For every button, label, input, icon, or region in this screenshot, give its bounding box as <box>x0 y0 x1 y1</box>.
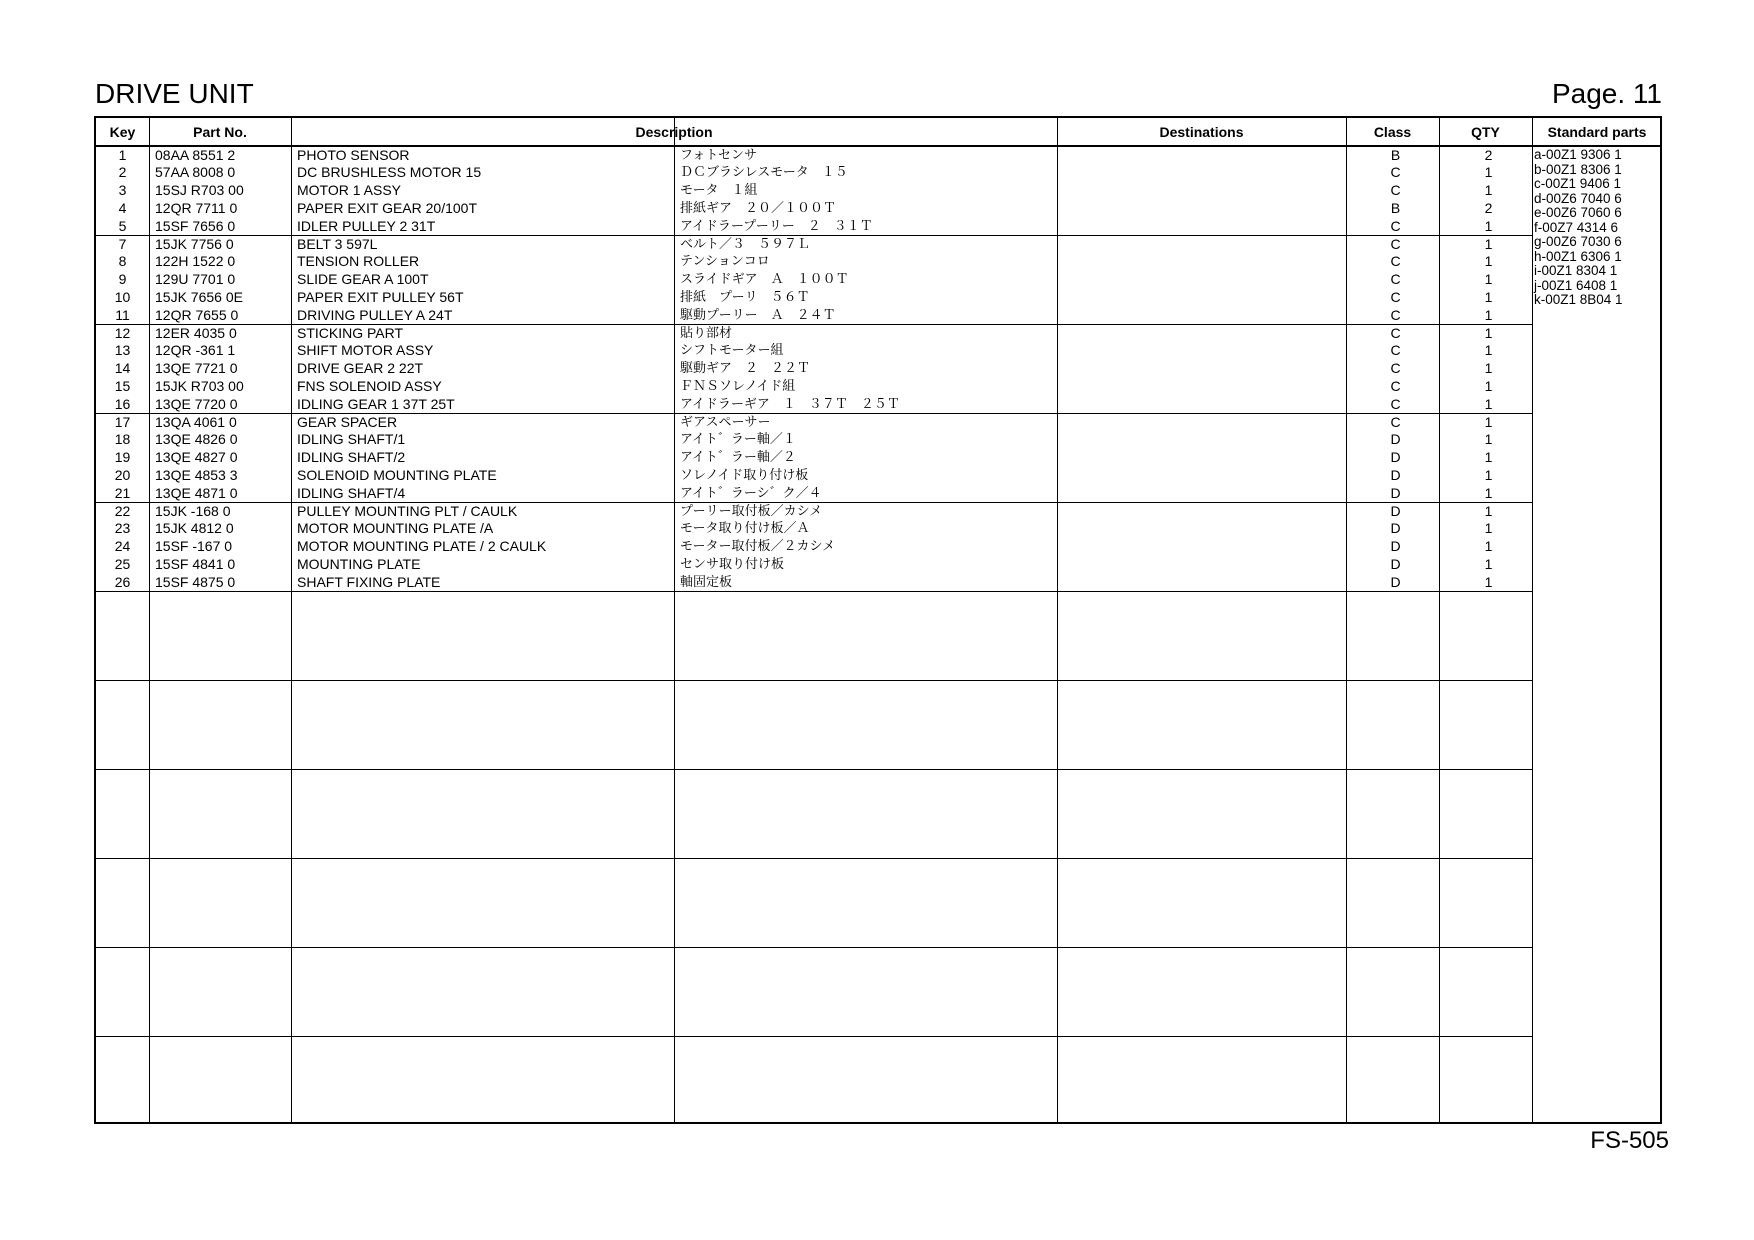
cell-part-no: 12QR 7711 0 <box>155 199 238 216</box>
table-row <box>96 307 1532 325</box>
cell-description-jp: アイト゛ラーシ゛ク／４ <box>680 485 822 501</box>
cell-description-jp: フォトセンサ <box>680 147 757 163</box>
cell-part-no: 15JK -168 0 <box>155 502 231 519</box>
cell-qty: 2 <box>1484 199 1493 216</box>
cell-description-jp: 貼り部材 <box>680 325 733 341</box>
cell-part-no: 15SJ R703 00 <box>155 182 244 199</box>
cell-key: 18 <box>114 431 131 448</box>
page-title: DRIVE UNIT <box>95 78 254 109</box>
cell-description-en: MOUNTING PLATE <box>297 555 421 572</box>
cell-description-en: STICKING PART <box>297 324 404 341</box>
cell-key: 20 <box>114 466 131 483</box>
cell-key: 24 <box>114 538 131 555</box>
cell-class: D <box>1390 431 1401 448</box>
cell-part-no: 15SF -167 0 <box>155 538 233 555</box>
cell-description-jp: 排紙 プーリ ５６Ｔ <box>680 289 810 305</box>
cell-qty: 1 <box>1484 253 1493 270</box>
cell-class: C <box>1390 360 1401 377</box>
cell-class: C <box>1390 306 1401 323</box>
cell-description-en: PHOTO SENSOR <box>297 146 410 163</box>
cell-qty: 1 <box>1484 342 1493 359</box>
cell-key: 12 <box>114 324 131 341</box>
cell-description-en: SHIFT MOTOR ASSY <box>297 342 434 359</box>
standard-part-item: i-00Z1 8304 1 <box>1534 263 1618 278</box>
cell-part-no: 13QE 4871 0 <box>155 484 238 501</box>
cell-description-jp: ＤＣブラシレスモータ １５ <box>680 165 848 181</box>
cell-key: 7 <box>118 235 127 252</box>
cell-key: 11 <box>115 306 130 323</box>
cell-qty: 1 <box>1484 395 1493 412</box>
cell-description-en: TENSION ROLLER <box>297 253 420 270</box>
standard-part-item: j-00Z1 6408 1 <box>1534 277 1618 293</box>
cell-key: 26 <box>114 573 131 590</box>
standard-part-item: e-00Z6 7060 6 <box>1534 205 1622 220</box>
cell-qty: 1 <box>1484 217 1493 234</box>
table-row <box>96 164 1532 182</box>
cell-description-en: PAPER EXIT GEAR 20/100T <box>297 199 478 216</box>
table-row <box>96 147 1532 165</box>
standard-part-item: g-00Z6 7030 6 <box>1534 234 1622 249</box>
cell-key: 23 <box>114 520 131 537</box>
cell-part-no: 12QR -361 1 <box>155 342 236 359</box>
header-standard-parts: Standard parts <box>1547 124 1647 140</box>
cell-key: 14 <box>114 360 131 377</box>
cell-key: 3 <box>118 182 127 199</box>
cell-description-en: MOTOR MOUNTING PLATE / 2 CAULK <box>297 538 547 555</box>
cell-qty: 1 <box>1484 271 1493 288</box>
cell-class: D <box>1390 502 1401 519</box>
cell-qty: 1 <box>1484 538 1493 555</box>
table-row <box>96 289 1532 307</box>
standard-part-item: d-00Z6 7040 6 <box>1534 190 1622 206</box>
table-row <box>96 200 1532 218</box>
cell-description-jp: モータ取り付け板／Ａ <box>680 521 810 537</box>
cell-description-jp: アイドラーギア １ ３７Ｔ ２５Ｔ <box>680 396 900 412</box>
cell-qty: 1 <box>1484 431 1493 448</box>
cell-qty: 1 <box>1484 306 1493 323</box>
cell-part-no: 15SF 4841 0 <box>155 555 236 572</box>
cell-description-en: DC BRUSHLESS MOTOR 15 <box>297 164 482 181</box>
cell-class: D <box>1390 466 1401 483</box>
cell-qty: 1 <box>1484 449 1493 466</box>
table-row <box>96 449 1532 467</box>
header-key: Key <box>109 124 136 140</box>
cell-key: 10 <box>114 288 131 305</box>
header-qty: QTY <box>1471 124 1500 140</box>
cell-description-en: PULLEY MOUNTING PLT / CAULK <box>297 502 518 519</box>
group-rule <box>96 947 1532 948</box>
cell-class: D <box>1390 555 1401 572</box>
cell-qty: 1 <box>1484 502 1493 519</box>
cell-key: 22 <box>114 502 131 519</box>
group-rule <box>96 1036 1532 1037</box>
cell-description-en: MOTOR MOUNTING PLATE /A <box>297 520 494 537</box>
cell-description-jp: アイト゛ラー軸／１ <box>680 432 796 448</box>
table-row <box>96 325 1532 343</box>
cell-key: 9 <box>118 271 127 288</box>
cell-description-jp: アイドラープーリー ２ ３１Ｔ <box>680 218 873 234</box>
standard-part-item: f-00Z7 4314 6 <box>1534 219 1619 235</box>
cell-key: 15 <box>114 377 131 394</box>
cell-description-jp: センサ取り付け板 <box>680 556 785 572</box>
cell-key: 21 <box>114 484 131 501</box>
cell-class: C <box>1390 413 1401 430</box>
cell-part-no: 15JK R703 00 <box>155 377 244 394</box>
cell-description-en: SOLENOID MOUNTING PLATE <box>297 466 497 483</box>
cell-qty: 1 <box>1484 164 1493 181</box>
table-row <box>96 360 1532 378</box>
cell-qty: 1 <box>1484 555 1493 572</box>
cell-key: 25 <box>114 555 131 572</box>
cell-part-no: 13QE 7721 0 <box>155 360 238 377</box>
cell-description-jp: 軸固定板 <box>680 574 733 590</box>
cell-key: 2 <box>118 164 127 181</box>
table-row <box>96 396 1532 414</box>
cell-description-en: PAPER EXIT PULLEY 56T <box>297 288 464 305</box>
cell-description-jp: ソレノイド取り付け板 <box>680 467 809 483</box>
cell-part-no: 15SF 7656 0 <box>155 217 236 234</box>
cell-class: C <box>1390 253 1401 270</box>
cell-qty: 1 <box>1484 377 1493 394</box>
cell-description-en: FNS SOLENOID ASSY <box>297 377 442 394</box>
cell-description-en: MOTOR 1 ASSY <box>297 182 401 199</box>
cell-key: 5 <box>118 217 127 234</box>
cell-part-no: 122H 1522 0 <box>155 253 236 270</box>
table-row <box>96 556 1532 574</box>
cell-class: B <box>1390 199 1401 216</box>
standard-part-item: h-00Z1 6306 1 <box>1534 248 1622 264</box>
group-rule <box>96 769 1532 770</box>
cell-part-no: 13QE 4853 3 <box>155 466 238 483</box>
standard-part-item: a-00Z1 9306 1 <box>1534 147 1622 162</box>
table-row <box>96 253 1532 271</box>
standard-parts-list <box>1534 148 1660 308</box>
cell-part-no: 13QA 4061 0 <box>155 413 237 430</box>
cell-class: C <box>1390 377 1401 394</box>
cell-description-en: IDLER PULLEY 2 31T <box>297 217 436 234</box>
group-rule <box>96 858 1532 859</box>
cell-part-no: 15JK 7756 0 <box>155 235 234 252</box>
cell-part-no: 12ER 4035 0 <box>155 324 237 341</box>
cell-description-jp: シフトモーター組 <box>680 343 784 359</box>
cell-qty: 2 <box>1484 146 1493 163</box>
cell-description-en: GEAR SPACER <box>297 413 398 430</box>
cell-description-jp: ギアスペーサー <box>680 414 771 430</box>
cell-qty: 1 <box>1484 235 1493 252</box>
header-class: Class <box>1373 124 1412 140</box>
cell-description-jp: 駆動プーリー Ａ ２４Ｔ <box>680 307 836 323</box>
model-number: FS-505 <box>1590 1127 1669 1154</box>
cell-class: C <box>1390 182 1401 199</box>
cell-description-jp: アイト゛ラー軸／２ <box>680 450 796 466</box>
parts-table <box>94 116 1662 1124</box>
cell-class: D <box>1390 484 1401 501</box>
cell-class: C <box>1390 217 1401 234</box>
cell-qty: 1 <box>1484 466 1493 483</box>
cell-part-no: 129U 7701 0 <box>155 271 236 288</box>
standard-part-item: k-00Z1 8B04 1 <box>1534 292 1623 307</box>
table-row <box>96 378 1532 396</box>
cell-description-jp: モータ １組 <box>680 183 758 199</box>
cell-description-jp: ベルト／３ ５９７Ｌ <box>680 236 811 252</box>
cell-description-jp: モーター取付板／２カシメ <box>680 539 836 555</box>
cell-class: C <box>1390 271 1401 288</box>
cell-class: C <box>1390 324 1401 341</box>
cell-qty: 1 <box>1484 288 1493 305</box>
cell-part-no: 15JK 4812 0 <box>155 520 234 537</box>
cell-key: 19 <box>114 449 131 466</box>
cell-part-no: 12QR 7655 0 <box>155 306 239 323</box>
cell-part-no: 13QE 4826 0 <box>155 431 238 448</box>
standard-part-item: b-00Z1 8306 1 <box>1534 161 1622 177</box>
cell-description-en: IDLING SHAFT/2 <box>297 449 406 466</box>
cell-class: D <box>1390 449 1401 466</box>
cell-description-en: BELT 3 597L <box>297 235 378 252</box>
cell-qty: 1 <box>1484 360 1493 377</box>
cell-class: B <box>1390 146 1401 163</box>
table-row <box>96 520 1532 538</box>
cell-description-jp: スライドギア Ａ １００Ｔ <box>680 272 849 288</box>
cell-qty: 1 <box>1484 484 1493 501</box>
table-row <box>96 218 1532 236</box>
table-row <box>96 271 1532 289</box>
cell-class: D <box>1390 573 1401 590</box>
header-description: Description <box>635 124 713 140</box>
cell-description-en: SLIDE GEAR A 100T <box>297 271 429 288</box>
header-destinations: Destinations <box>1159 124 1244 140</box>
table-row <box>96 467 1532 485</box>
cell-class: D <box>1390 538 1401 555</box>
table-row <box>96 182 1532 200</box>
cell-qty: 1 <box>1484 182 1493 199</box>
cell-part-no: 15SF 4875 0 <box>155 573 236 590</box>
cell-description-jp: プーリー取付板／カシメ <box>680 503 823 519</box>
table-row <box>96 342 1532 360</box>
cell-part-no: 13QE 4827 0 <box>155 449 238 466</box>
table-row <box>96 414 1532 432</box>
cell-part-no: 08AA 8551 2 <box>155 146 236 163</box>
cell-class: D <box>1390 520 1401 537</box>
cell-description-en: DRIVE GEAR 2 22T <box>297 360 424 377</box>
cell-qty: 1 <box>1484 573 1493 590</box>
cell-description-jp: ＦＮＳソレノイド組 <box>680 378 796 394</box>
cell-description-en: IDLING SHAFT/1 <box>297 431 406 448</box>
cell-part-no: 15JK 7656 0E <box>155 288 243 305</box>
cell-description-jp: 駆動ギア ２ ２２Ｔ <box>680 361 811 377</box>
cell-description-jp: テンションコロ <box>680 254 770 270</box>
group-rule <box>96 680 1532 681</box>
cell-description-en: DRIVING PULLEY A 24T <box>297 306 453 323</box>
cell-description-en: IDLING GEAR 1 37T 25T <box>297 395 455 412</box>
cell-class: C <box>1390 235 1401 252</box>
cell-key: 16 <box>114 395 131 412</box>
table-row <box>96 538 1532 556</box>
cell-key: 1 <box>118 146 127 163</box>
header-part-no: Part No. <box>193 124 247 140</box>
cell-part-no: 13QE 7720 0 <box>155 395 238 412</box>
cell-description-en: SHAFT FIXING PLATE <box>297 573 441 590</box>
cell-qty: 1 <box>1484 324 1493 341</box>
table-row <box>96 236 1532 254</box>
standard-part-item: c-00Z1 9406 1 <box>1534 176 1622 191</box>
cell-class: C <box>1390 342 1401 359</box>
cell-qty: 1 <box>1484 413 1493 430</box>
table-row <box>96 503 1532 521</box>
cell-description-en: IDLING SHAFT/4 <box>297 484 406 501</box>
table-row <box>96 431 1532 449</box>
cell-class: C <box>1390 164 1401 181</box>
table-row <box>96 574 1532 592</box>
cell-qty: 1 <box>1484 520 1493 537</box>
cell-key: 13 <box>114 342 131 359</box>
cell-key: 17 <box>114 413 131 430</box>
cell-description-jp: 排紙ギア ２０／１００Ｔ <box>680 200 837 216</box>
cell-part-no: 57AA 8008 0 <box>155 164 236 181</box>
cell-class: C <box>1390 288 1401 305</box>
cell-key: 8 <box>118 253 127 270</box>
cell-class: C <box>1390 395 1401 412</box>
cell-key: 4 <box>118 199 127 216</box>
table-row <box>96 485 1532 503</box>
page-number: Page. 11 <box>1551 78 1662 109</box>
